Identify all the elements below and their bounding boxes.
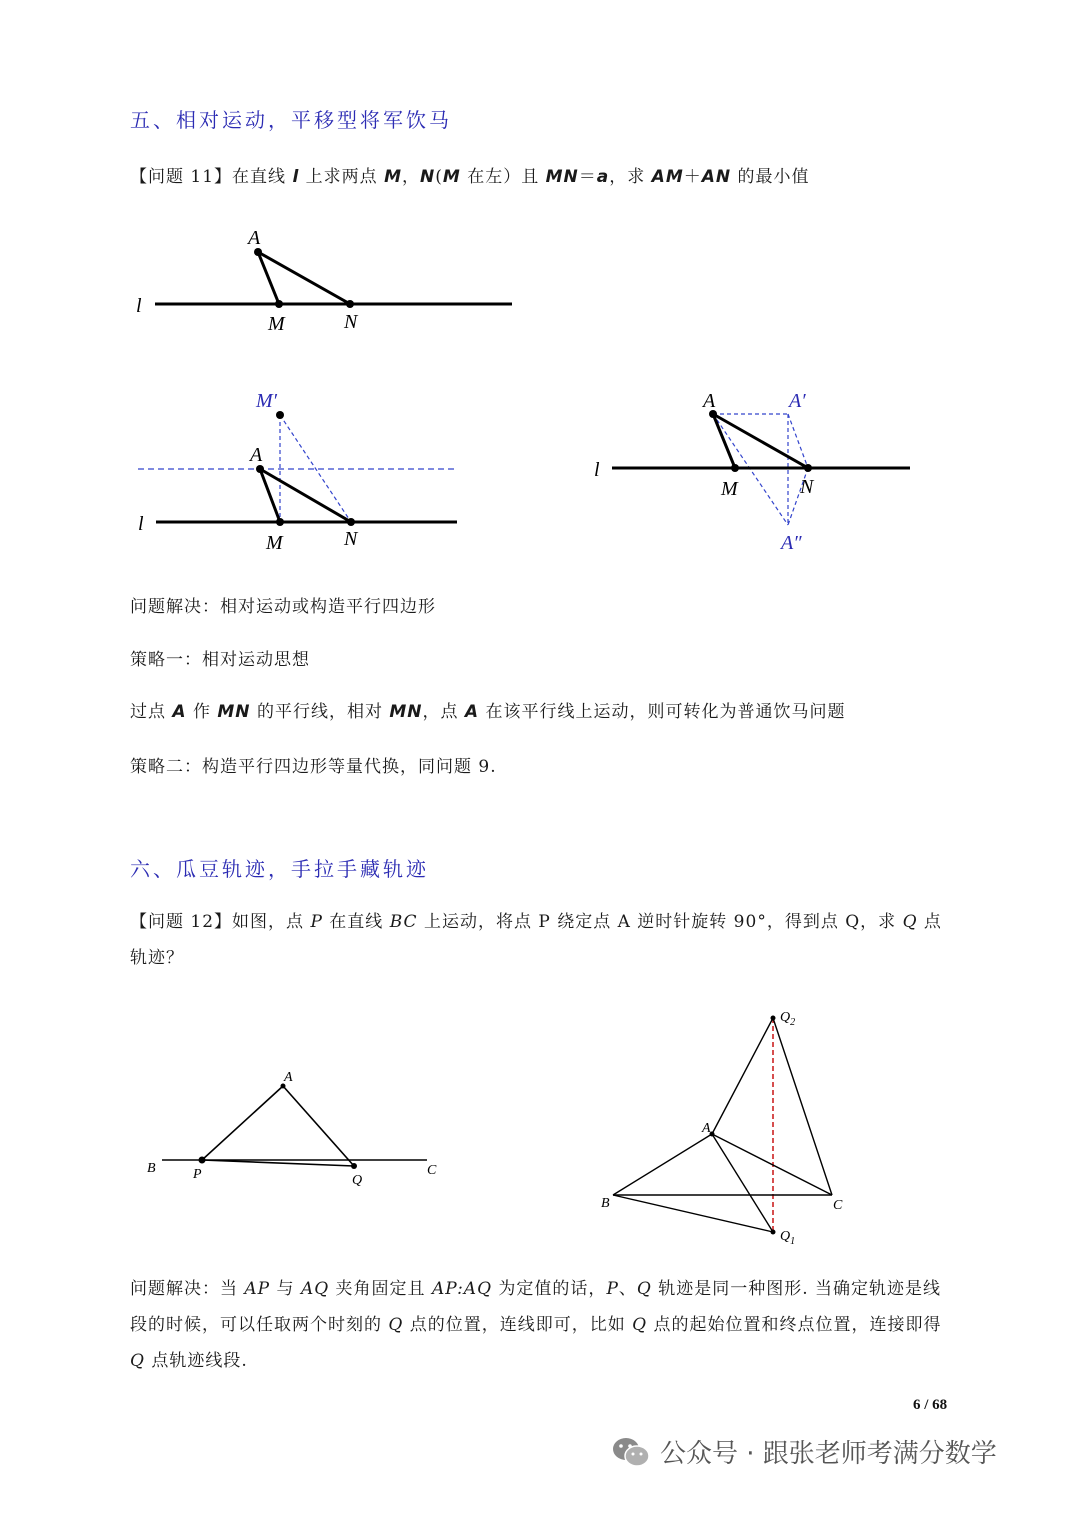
section6-heading: 六、瓜豆轨迹，手拉手藏轨迹 [130, 857, 429, 881]
solution-text: 问题解决：相对运动或构造平行四边形 [130, 597, 436, 617]
segment-BQ1 [613, 1195, 773, 1232]
math-M: M [442, 167, 461, 187]
text-span: 在该平行线上运动，则可转化为普通饮马问题 [479, 702, 846, 722]
label-l: l [594, 459, 600, 481]
footer-watermark [612, 1433, 997, 1470]
strategy1-title: 策略一：相对运动思想 [130, 650, 310, 670]
triangle-AMN [713, 414, 808, 468]
point-Q1 [771, 1230, 776, 1235]
label-App: A″ [781, 532, 802, 554]
text-span: 【问题 11】在直线 [130, 167, 293, 187]
math-AQ: AQ [300, 1279, 330, 1299]
text-span: 在左）且 [460, 167, 546, 187]
math-AN: AN [701, 167, 732, 187]
math-Q: Q [636, 1279, 652, 1299]
text-span: ＋ [683, 167, 702, 187]
math-A: A [172, 702, 187, 722]
point-N [804, 464, 812, 472]
label-l: l [136, 295, 142, 317]
math-APAQ: AP:AQ [431, 1279, 493, 1299]
text-span: 【问题 12】如图，点 [130, 912, 311, 932]
problem11-text [130, 162, 810, 187]
point-N [346, 300, 354, 308]
label-Q1 [780, 1229, 795, 1247]
segment-AQ2 [712, 1018, 773, 1134]
label-Q: Q [780, 1229, 791, 1244]
math-M: M [384, 167, 403, 187]
text-span: 在直线 [322, 912, 390, 932]
label-A: A [250, 444, 263, 466]
label-C: C [427, 1163, 437, 1178]
text-span: ，点 [422, 702, 465, 722]
text-span: 的最小值 [731, 167, 810, 187]
text-span: 与 [270, 1279, 301, 1299]
problem12-solution [130, 1271, 950, 1379]
math-Q: Q [902, 912, 918, 932]
text-span: ，求 [609, 167, 652, 187]
math-MN: MN [389, 702, 423, 722]
math-AP: AP [244, 1279, 271, 1299]
problem12-text [130, 904, 950, 976]
point-Q [351, 1163, 357, 1169]
label-A: A [703, 390, 716, 412]
text-span: 问题解决：当 [130, 1279, 245, 1299]
footer-text: 公众号 · 跟张老师考满分数学 [660, 1439, 997, 1469]
point-A [254, 248, 262, 256]
text-span: 作 [186, 702, 218, 722]
text-span: 上求两点 [299, 167, 385, 187]
math-MN: MN [217, 702, 251, 722]
label-M: M [266, 532, 283, 554]
text-span: 轨迹是同一种图形. 当确定轨迹是线段的时候，可以任取两个时刻的 [130, 1279, 942, 1335]
text-span: 点轨迹线段. [144, 1351, 248, 1371]
wechat-icon [612, 1436, 650, 1468]
text-span: 、 [618, 1279, 637, 1299]
page-number: 6 / 68 [913, 1397, 948, 1413]
point-M [275, 300, 283, 308]
math-N: N [420, 167, 436, 187]
strategy2-text: 策略二：构造平行四边形等量代换，同问题 9. [130, 757, 497, 777]
point-M [276, 518, 284, 526]
text-span: 的平行线，相对 [250, 702, 390, 722]
point-Mp [276, 411, 284, 419]
label-Mp: M′ [256, 390, 278, 412]
figure-1 [120, 220, 540, 340]
point-M [731, 464, 739, 472]
segment-AB [613, 1134, 712, 1195]
label-A: A [702, 1121, 711, 1136]
section5-heading: 五、相对运动，平移型将军饮马 [130, 108, 452, 132]
math-a: a [596, 167, 610, 187]
label-sub2: 2 [790, 1017, 796, 1028]
figure-5 [590, 1000, 860, 1250]
segment-AQ1 [712, 1134, 773, 1232]
triangle-AMN [260, 469, 351, 522]
figure-4 [140, 1060, 450, 1195]
label-Q: Q [352, 1173, 363, 1188]
label-l: l [138, 513, 144, 535]
label-C: C [833, 1198, 843, 1213]
figure-2 [120, 385, 480, 560]
text-span: 点的位置，连线即可，比如 [403, 1315, 633, 1335]
text-span: 夹角固定且 [329, 1279, 432, 1299]
text-span: ， [402, 167, 421, 187]
segment-AP [202, 1086, 283, 1160]
text-span: 点轨迹？ [130, 912, 942, 968]
label-B: B [147, 1161, 156, 1176]
figure-3 [585, 385, 925, 560]
point-Q2 [771, 1016, 776, 1021]
label-Q2 [780, 1010, 795, 1028]
triangle-AMN [258, 252, 350, 304]
math-AM: AM [651, 167, 684, 187]
text-span: 过点 [130, 702, 173, 722]
label-A: A [284, 1070, 293, 1085]
math-Q: Q [632, 1315, 648, 1335]
label-N: N [344, 528, 358, 550]
text-span: ( [435, 167, 443, 187]
label-N: N [344, 311, 358, 333]
point-A [256, 465, 264, 473]
math-A: A [464, 702, 480, 722]
segment-AQ [283, 1086, 354, 1166]
text-span: 为定值的话， [492, 1279, 607, 1299]
point-N [347, 518, 355, 526]
label-A: A [248, 227, 261, 249]
label-N: N [800, 476, 814, 498]
text-span: 点的起始位置和终点位置，连接即得 [647, 1315, 942, 1335]
label-P: P [193, 1167, 202, 1182]
segment-Q2C [773, 1018, 832, 1195]
point-P [199, 1157, 206, 1164]
math-BC: BC [389, 912, 418, 932]
segment-PQ [202, 1160, 354, 1166]
math-P: P [310, 912, 323, 932]
math-P: P [606, 1279, 619, 1299]
math-Q: Q [388, 1315, 404, 1335]
label-Ap: A′ [789, 390, 806, 412]
math-Q: Q [130, 1351, 145, 1371]
math-l: l [292, 167, 300, 187]
label-Q: Q [780, 1010, 791, 1025]
label-B: B [601, 1196, 610, 1211]
text-span: 上运动，将点 P 绕定点 A 逆时针旋转 90°，得到点 Q，求 [417, 912, 903, 932]
math-MN: MN [545, 167, 579, 187]
text-span: ＝ [578, 167, 597, 187]
label-M: M [721, 478, 738, 500]
label-sub1: 1 [790, 1236, 796, 1247]
strategy1-text [130, 697, 846, 722]
label-M: M [268, 313, 285, 335]
